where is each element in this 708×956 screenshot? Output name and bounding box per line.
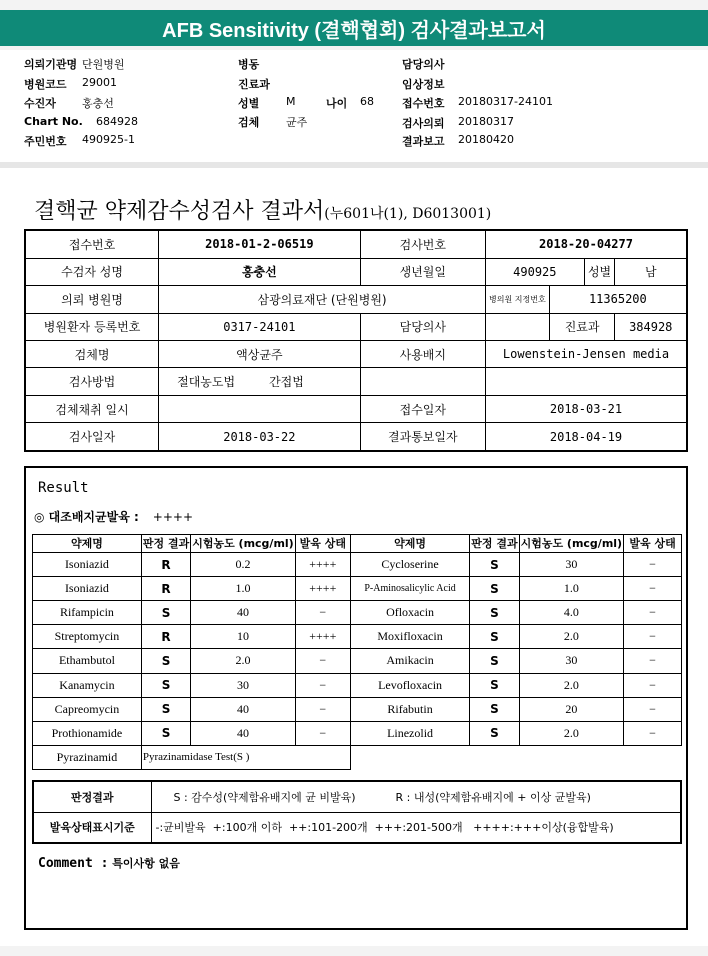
info-label: 병원코드 [24,78,67,91]
header-conc: 시험농도 (mcg/ml) [519,535,624,553]
judge-result: R [141,625,190,649]
info-label: 나이 [326,97,348,110]
hospital-label: 의뢰 병원명 [25,286,159,313]
judge-legend-label: 판정결과 [33,781,151,812]
test-conc: 2.0 [519,625,624,649]
collect-date-label: 검체채취 일시 [25,395,159,422]
info-value: 20180317-24101 [458,95,553,108]
growth-status: − [295,673,350,697]
drug-name: Ethambutol [33,649,142,673]
info-label: 임상정보 [402,78,445,91]
growth-status: − [295,649,350,673]
drug-name: P-Aminosalicylic Acid [350,577,469,601]
growth-status: − [624,577,682,601]
judge-legend-r: R : 내성(약제함유배지에 + 이상 균발육) [395,790,591,804]
header-growth: 발육 상태 [624,535,682,553]
medium-label: 사용배지 [360,340,485,367]
info-value: 20180420 [458,133,514,146]
test-no-label: 검사번호 [360,230,485,258]
dept-value: 384928 [615,313,687,340]
info-label: 결과보고 [402,135,445,148]
judge-result: S [470,697,519,721]
test-date: 2018-03-22 [159,423,360,451]
table-row [33,577,682,601]
empty-cell [350,745,681,769]
drug-results-header [33,535,682,553]
info-label: 성별 [238,97,260,110]
judge-result: S [470,601,519,625]
test-conc: 30 [191,673,296,697]
drug-name: Kanamycin [33,673,142,697]
document-code: (누601나(1), D6013001) [324,206,492,222]
sex: 남 [615,258,687,285]
info-value: 균주 [286,116,308,129]
drug-results-table [32,534,682,770]
growth-legend: -:균비발육 +:100개 이하 ++:101-200개 +++:201-500개 ++++:+++이상(융합발육) [151,812,681,843]
judge-result: S [141,697,190,721]
test-no: 2018-20-04277 [486,230,688,258]
drug-name: Amikacin [350,649,469,673]
document-title [34,194,491,225]
judge-result: S [470,721,519,745]
drug-name: Rifampicin [33,601,142,625]
comment-text: 특이사항 없음 [112,857,180,870]
info-value: 684928 [96,115,138,128]
info-label: 진료과 [238,78,270,91]
test-conc: 2.0 [519,673,624,697]
growth-legend-label: 발육상태표시기준 [33,812,151,843]
header-conc: 시험농도 (mcg/ml) [191,535,296,553]
header-judge: 판정 결과 [141,535,190,553]
judge-result: S [141,673,190,697]
empty-cell [486,368,688,395]
test-conc: 2.0 [519,721,624,745]
drug-name: Ofloxacin [350,601,469,625]
test-date-label: 검사일자 [25,423,159,451]
growth-status: − [295,601,350,625]
receipt-no-label: 접수번호 [25,230,159,258]
info-value: 단원병원 [82,58,125,71]
growth-status: − [295,721,350,745]
test-conc: 40 [191,697,296,721]
growth-status: − [624,649,682,673]
report-title-bar [0,10,708,46]
info-label: 병동 [238,58,260,71]
test-conc: 30 [519,649,624,673]
report-header-title: AFB Sensitivity (결핵협회) 검사결과보고서 [162,19,546,42]
hospital-name: 삼광의료재단 (단원병원) [159,286,486,313]
test-conc: 40 [191,601,296,625]
drug-name: Cycloserine [350,553,469,577]
judge-result: S [470,649,519,673]
drug-name: Levofloxacin [350,673,469,697]
info-value: 490925-1 [82,133,135,146]
patient-details-table [24,229,688,452]
method-value [159,368,360,395]
dept-label: 진료과 [549,313,615,340]
judge-result: R [141,553,190,577]
test-conc: 30 [519,553,624,577]
drug-name: Prothionamide [33,721,142,745]
drug-name: Rifabutin [350,697,469,721]
test-conc: 1.0 [191,577,296,601]
info-label: 검사의뢰 [402,117,445,130]
info-label: Chart No. [24,115,83,128]
header-judge: 판정 결과 [470,535,519,553]
designated-no-label: 병의원 지정번호 [486,286,550,313]
method-absolute: 절대농도법 [177,375,236,390]
judge-result: S [141,601,190,625]
drug-name: Pyrazinamid [33,745,142,769]
patient-info-panel [0,50,708,162]
test-conc: 0.2 [191,553,296,577]
control-growth [34,508,193,525]
info-label: 접수번호 [402,97,445,110]
info-label: 담당의사 [402,58,445,71]
medium-name: Lowenstein-Jensen media [486,340,688,367]
table-row [33,721,682,745]
header-drug: 약제명 [350,535,469,553]
growth-status: ++++ [295,577,350,601]
drug-name: Isoniazid [33,553,142,577]
test-conc: 10 [191,625,296,649]
pyrazinamidase-result: Pyrazinamidase Test(S ) [141,745,350,769]
patient-name-label: 수검자 성명 [25,258,159,285]
method-indirect: 간접법 [269,375,304,390]
growth-status: ++++ [295,625,350,649]
sex-label: 성별 [584,258,615,285]
result-label: Result [38,480,89,496]
growth-status: − [624,697,682,721]
test-conc: 2.0 [191,649,296,673]
designated-no: 11365200 [549,286,687,313]
header-drug: 약제명 [33,535,142,553]
judge-result: S [470,577,519,601]
doctor-name [486,313,550,340]
patient-name: 홍충선 [159,258,360,285]
drug-name: Capreomycin [33,697,142,721]
legend-table [32,780,682,844]
info-label: 수진자 [24,97,56,110]
info-label: 검체 [238,116,260,129]
growth-status: − [295,697,350,721]
dob: 490925 [486,258,585,285]
control-growth-value: ++++ [152,510,193,524]
receipt-no: 2018-01-2-06519 [159,230,360,258]
growth-status: − [624,553,682,577]
table-row [33,625,682,649]
drug-name: Linezolid [350,721,469,745]
comment-label: Comment : [38,856,109,871]
table-row-pyrazinamide [33,745,682,769]
judge-result: S [470,673,519,697]
reg-no-label: 병원환자 등록번호 [25,313,159,340]
table-row [33,673,682,697]
info-value: 29001 [82,76,117,89]
notify-date: 2018-04-19 [486,423,688,451]
notify-date-label: 결과통보일자 [360,423,485,451]
growth-status: − [624,625,682,649]
receive-date-label: 접수일자 [360,395,485,422]
drug-name: Streptomycin [33,625,142,649]
doctor-label: 담당의사 [360,313,485,340]
judge-legend [151,781,681,812]
collect-date [159,395,360,422]
growth-status: − [624,721,682,745]
info-value: 68 [360,95,374,108]
document-title-text: 결핵균 약제감수성검사 결과서 [34,199,325,224]
table-row [33,649,682,673]
growth-status: − [624,601,682,625]
growth-status: ++++ [295,553,350,577]
judge-legend-s: S : 감수성(약제함유배지에 균 비발육) [173,790,356,804]
specimen-label: 검체명 [25,340,159,367]
info-label: 의뢰기관명 [24,58,78,71]
judge-result: S [470,553,519,577]
info-value: 20180317 [458,115,514,128]
comment-line [38,855,180,871]
info-label: 주민번호 [24,135,67,148]
header-growth: 발육 상태 [295,535,350,553]
judge-result: S [141,649,190,673]
reg-no: 0317-24101 [159,313,360,340]
drug-name: Moxifloxacin [350,625,469,649]
judge-result: S [141,721,190,745]
test-conc: 20 [519,697,624,721]
method-label: 검사방법 [25,368,159,395]
info-value: M [286,95,296,108]
drug-name: Isoniazid [33,577,142,601]
growth-status: − [624,673,682,697]
judge-result: R [141,577,190,601]
test-conc: 40 [191,721,296,745]
dob-label: 생년월일 [360,258,485,285]
table-row [33,601,682,625]
test-conc: 4.0 [519,601,624,625]
table-row [33,697,682,721]
receive-date: 2018-03-21 [486,395,688,422]
info-value: 홍충선 [82,97,114,110]
control-growth-label: ◎ 대조배지균발육 : [34,510,139,524]
test-conc: 1.0 [519,577,624,601]
table-row [33,553,682,577]
empty-cell [360,368,485,395]
judge-result: S [470,625,519,649]
specimen-name: 액상균주 [159,340,360,367]
